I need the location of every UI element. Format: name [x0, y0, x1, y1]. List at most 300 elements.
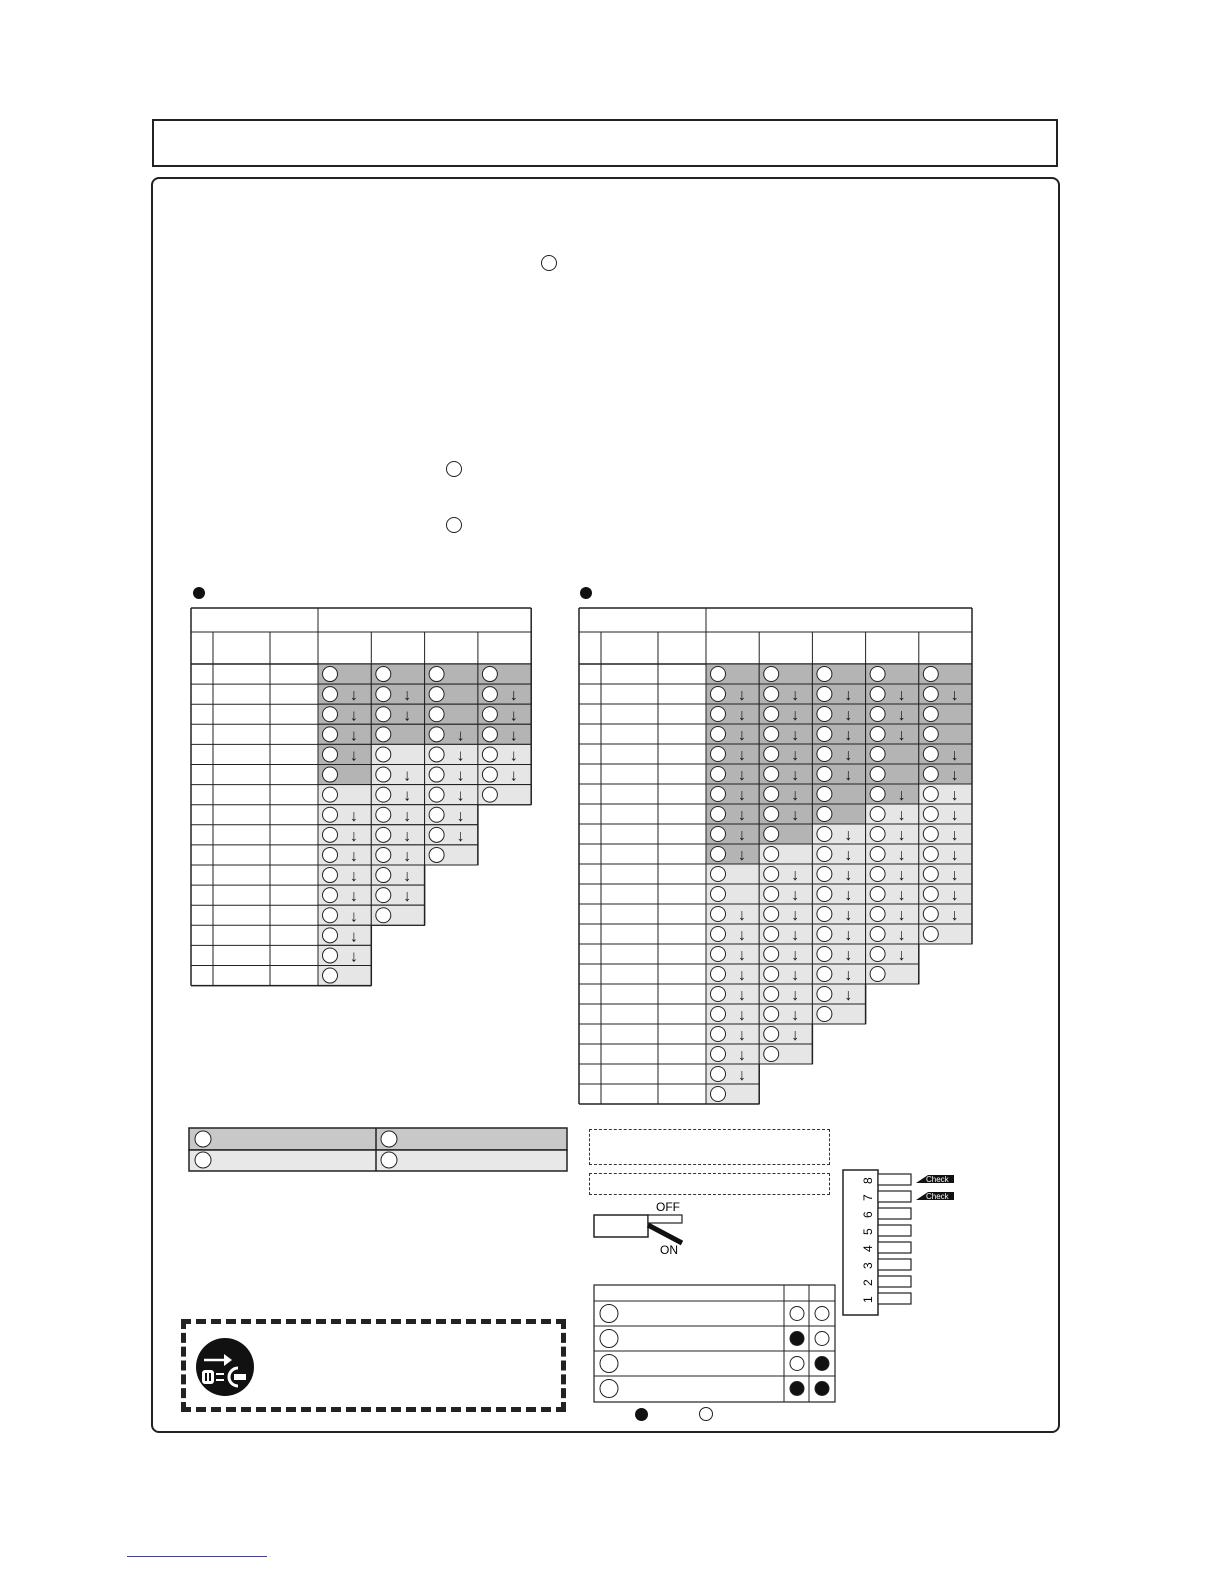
cell-circle — [764, 827, 779, 842]
cell-circle — [711, 927, 726, 942]
cell-circle — [323, 888, 338, 903]
cell-circle — [870, 707, 885, 722]
cell-arrow: ↓ — [897, 947, 906, 964]
legend-circle — [381, 1131, 397, 1147]
table-row — [579, 964, 919, 984]
row-circle — [600, 1380, 618, 1398]
cell-circle — [323, 968, 338, 983]
table-row — [191, 785, 531, 805]
cell-circle — [482, 787, 497, 802]
cell-circle — [429, 827, 444, 842]
row-circle — [600, 1355, 618, 1373]
cell-arrow: ↓ — [950, 907, 959, 924]
cell-arrow: ↓ — [844, 967, 853, 984]
cell-circle — [764, 967, 779, 982]
cell-arrow: ↓ — [403, 707, 412, 725]
dip-lever — [878, 1174, 911, 1185]
cell-circle — [376, 687, 391, 702]
cell-circle — [923, 767, 938, 782]
cell-arrow: ↓ — [791, 947, 800, 964]
cell-circle — [376, 868, 391, 883]
table-row — [579, 984, 866, 1004]
cell-circle — [923, 847, 938, 862]
cell-arrow: ↓ — [897, 807, 906, 824]
cell-arrow: ↓ — [456, 767, 465, 785]
cell-arrow: ↓ — [738, 967, 746, 984]
cell-arrow: ↓ — [456, 827, 465, 845]
cell-circle — [711, 847, 726, 862]
cell-circle — [711, 667, 726, 682]
cell-arrow: ↓ — [403, 687, 412, 705]
cell-arrow: ↓ — [738, 1047, 746, 1064]
cell-arrow: ↓ — [403, 807, 412, 825]
cell-arrow: ↓ — [791, 967, 800, 984]
cell-circle — [482, 687, 497, 702]
cell-arrow: ↓ — [350, 727, 358, 745]
cell-circle — [870, 967, 885, 982]
cell-circle — [376, 827, 391, 842]
cell-circle — [870, 727, 885, 742]
cell-circle — [764, 707, 779, 722]
cell-circle — [923, 667, 938, 682]
cell-circle — [323, 687, 338, 702]
cell-circle — [711, 907, 726, 922]
cell-circle — [711, 1087, 726, 1102]
switch-on-label: ON — [660, 1243, 678, 1257]
cell-arrow: ↓ — [738, 1007, 746, 1024]
dip-lever — [878, 1259, 911, 1270]
cell-circle — [923, 787, 938, 802]
cell-arrow: ↓ — [403, 847, 412, 865]
cell-arrow: ↓ — [950, 867, 959, 884]
cell-arrow: ↓ — [950, 807, 959, 824]
table-left — [191, 608, 531, 986]
cell-circle — [870, 867, 885, 882]
cell-circle — [870, 887, 885, 902]
cell-arrow: ↓ — [350, 948, 358, 966]
cell-circle — [376, 727, 391, 742]
cell-arrow: ↓ — [844, 907, 853, 924]
cell-arrow: ↓ — [791, 987, 800, 1004]
cell-arrow: ↓ — [950, 767, 959, 784]
switch-illustration — [592, 1198, 692, 1258]
cell-circle — [711, 1067, 726, 1082]
dip-number: 2 — [861, 1279, 875, 1286]
cell-circle — [429, 787, 444, 802]
table-row — [579, 764, 972, 784]
dip-number: 3 — [861, 1262, 875, 1269]
cell-circle — [817, 847, 832, 862]
footer-link-underline[interactable] — [127, 1556, 267, 1557]
on-dot — [790, 1332, 804, 1346]
cell-circle — [817, 967, 832, 982]
cell-circle — [870, 687, 885, 702]
cell-circle — [764, 847, 779, 862]
table-row — [579, 684, 972, 704]
unplug-icon — [194, 1336, 256, 1398]
cell-circle — [870, 807, 885, 822]
cell-arrow: ↓ — [350, 847, 358, 865]
table-row — [579, 784, 972, 804]
cell-arrow: ↓ — [844, 707, 853, 724]
cell-circle — [923, 727, 938, 742]
off-dot — [790, 1357, 804, 1371]
cell-arrow: ↓ — [403, 868, 412, 886]
cell-circle — [323, 767, 338, 782]
check-label: Check — [926, 1175, 949, 1184]
cell-circle — [870, 787, 885, 802]
switch-off-slot — [648, 1215, 682, 1223]
dip-lever — [878, 1293, 911, 1304]
check-label: Check — [926, 1192, 949, 1201]
cell-circle — [817, 787, 832, 802]
cell-arrow: ↓ — [844, 867, 853, 884]
cell-circle — [923, 807, 938, 822]
note-box — [589, 1173, 830, 1195]
cell-arrow: ↓ — [950, 887, 959, 904]
table-row — [579, 704, 972, 724]
off-dot — [815, 1307, 829, 1321]
cell-circle — [817, 1007, 832, 1022]
cell-arrow: ↓ — [403, 767, 412, 785]
cell-circle — [764, 667, 779, 682]
cell-circle — [429, 687, 444, 702]
cell-circle — [323, 847, 338, 862]
cell-circle — [923, 867, 938, 882]
cell-arrow: ↓ — [950, 747, 959, 764]
table-row — [191, 865, 425, 885]
cell-circle — [923, 907, 938, 922]
switch-lever — [648, 1225, 682, 1243]
cell-circle — [817, 727, 832, 742]
cell-arrow: ↓ — [738, 747, 746, 764]
cell-arrow: ↓ — [350, 908, 358, 926]
cell-circle — [376, 707, 391, 722]
cell-circle — [711, 987, 726, 1002]
table-row — [191, 825, 478, 845]
table-row — [191, 805, 478, 825]
table-row — [191, 765, 531, 785]
cell-circle — [376, 888, 391, 903]
cell-arrow: ↓ — [791, 687, 800, 704]
dip-lever — [878, 1208, 911, 1219]
table-row — [191, 684, 531, 704]
cell-arrow: ↓ — [509, 727, 518, 745]
cell-circle — [711, 787, 726, 802]
cell-circle — [429, 667, 444, 682]
cell-arrow: ↓ — [738, 1067, 746, 1084]
cell-arrow: ↓ — [897, 727, 906, 744]
row-circle — [600, 1305, 618, 1323]
dip-number: 4 — [861, 1245, 875, 1252]
cell-circle — [376, 747, 391, 762]
cell-circle — [376, 908, 391, 923]
dip-switch-diagram — [842, 1168, 972, 1318]
dip-lever — [878, 1276, 911, 1287]
cell-circle — [711, 967, 726, 982]
cell-circle — [711, 727, 726, 742]
dip-lever — [878, 1191, 911, 1202]
cell-arrow: ↓ — [897, 707, 906, 724]
cell-circle — [711, 687, 726, 702]
cell-arrow: ↓ — [350, 868, 358, 886]
cell-circle — [429, 847, 444, 862]
cell-circle — [817, 767, 832, 782]
table-row — [191, 664, 531, 684]
legend-circle — [195, 1152, 211, 1168]
cell-circle — [429, 727, 444, 742]
cell-arrow: ↓ — [791, 707, 800, 724]
cell-arrow: ↓ — [897, 907, 906, 924]
cell-arrow: ↓ — [738, 927, 746, 944]
cell-circle — [817, 807, 832, 822]
legend-open-dot — [699, 1407, 713, 1421]
off-dot — [790, 1307, 804, 1321]
cell-circle — [923, 827, 938, 842]
cell-arrow: ↓ — [738, 707, 746, 724]
cell-arrow: ↓ — [403, 787, 412, 805]
cell-circle — [323, 827, 338, 842]
cell-circle — [817, 707, 832, 722]
cell-circle — [817, 827, 832, 842]
cell-circle — [870, 827, 885, 842]
dip-lever — [878, 1225, 911, 1236]
table-row — [191, 905, 425, 925]
cell-arrow: ↓ — [403, 888, 412, 906]
cell-circle — [817, 947, 832, 962]
cell-circle — [323, 707, 338, 722]
cell-circle — [482, 707, 497, 722]
row-circle — [600, 1330, 618, 1348]
cell-arrow: ↓ — [897, 787, 906, 804]
cell-circle — [764, 1027, 779, 1042]
cell-arrow: ↓ — [350, 747, 358, 765]
cell-circle — [482, 667, 497, 682]
cell-arrow: ↓ — [738, 687, 746, 704]
cell-arrow: ↓ — [791, 1027, 800, 1044]
cell-circle — [323, 807, 338, 822]
table-row — [579, 944, 919, 964]
cell-arrow: ↓ — [738, 847, 746, 864]
switch-off-label: OFF — [656, 1200, 680, 1214]
cell-circle — [323, 908, 338, 923]
table-row — [579, 884, 972, 904]
cell-circle — [323, 928, 338, 943]
cell-arrow: ↓ — [897, 867, 906, 884]
cell-circle — [870, 667, 885, 682]
table-row — [191, 925, 371, 945]
switch-state-table — [593, 1284, 838, 1424]
cell-arrow: ↓ — [844, 727, 853, 744]
cell-arrow: ↓ — [509, 707, 518, 725]
cell-arrow: ↓ — [844, 927, 853, 944]
table-row — [579, 1044, 812, 1064]
cell-circle — [764, 867, 779, 882]
cell-circle — [323, 727, 338, 742]
cell-arrow: ↓ — [950, 847, 959, 864]
cell-circle — [429, 767, 444, 782]
cell-arrow: ↓ — [791, 787, 800, 804]
cell-circle — [711, 807, 726, 822]
cell-circle — [711, 767, 726, 782]
cell-circle — [870, 907, 885, 922]
cell-circle — [376, 767, 391, 782]
cell-circle — [323, 787, 338, 802]
table-row — [579, 824, 972, 844]
cell-arrow: ↓ — [844, 887, 853, 904]
table-row — [579, 1024, 812, 1044]
cell-arrow: ↓ — [456, 787, 465, 805]
table-row — [579, 844, 972, 864]
cell-circle — [376, 787, 391, 802]
cell-arrow: ↓ — [791, 907, 800, 924]
cell-circle — [764, 887, 779, 902]
legend-circle — [381, 1152, 397, 1168]
cell-arrow: ↓ — [791, 1007, 800, 1024]
cell-circle — [923, 687, 938, 702]
cell-circle — [711, 947, 726, 962]
cell-circle — [870, 947, 885, 962]
cell-arrow: ↓ — [950, 687, 959, 704]
table-row — [579, 1064, 759, 1084]
cell-circle — [711, 1027, 726, 1042]
legend-circle — [195, 1131, 211, 1147]
cell-circle — [764, 987, 779, 1002]
cell-arrow: ↓ — [350, 827, 358, 845]
cell-circle — [764, 1007, 779, 1022]
cell-arrow: ↓ — [897, 827, 906, 844]
cell-circle — [923, 707, 938, 722]
cell-arrow: ↓ — [456, 807, 465, 825]
table-row — [579, 924, 972, 944]
cell-arrow: ↓ — [950, 827, 959, 844]
cell-circle — [764, 927, 779, 942]
cell-circle — [711, 747, 726, 762]
cell-circle — [376, 847, 391, 862]
cell-arrow: ↓ — [844, 947, 853, 964]
cell-circle — [376, 667, 391, 682]
cell-arrow: ↓ — [844, 747, 853, 764]
table-row — [579, 724, 972, 744]
cell-arrow: ↓ — [897, 927, 906, 944]
table-right — [579, 608, 972, 1104]
cell-arrow: ↓ — [509, 687, 518, 705]
cell-arrow: ↓ — [897, 887, 906, 904]
cell-circle — [482, 747, 497, 762]
cell-circle — [323, 868, 338, 883]
cell-circle — [870, 767, 885, 782]
dip-lever — [878, 1242, 911, 1253]
cell-circle — [764, 787, 779, 802]
cell-arrow: ↓ — [509, 767, 518, 785]
cell-circle — [817, 687, 832, 702]
cell-arrow: ↓ — [844, 767, 853, 784]
cell-circle — [870, 747, 885, 762]
table-row — [191, 724, 531, 744]
on-dot — [790, 1382, 804, 1396]
cell-arrow: ↓ — [897, 687, 906, 704]
cell-circle — [482, 767, 497, 782]
table-row — [191, 704, 531, 724]
cell-arrow: ↓ — [738, 767, 746, 784]
dip-number: 7 — [861, 1194, 875, 1201]
cell-arrow: ↓ — [791, 927, 800, 944]
table-row — [579, 744, 972, 764]
on-dot — [815, 1357, 829, 1371]
table-row — [191, 966, 371, 986]
cell-circle — [711, 827, 726, 842]
table-row — [579, 904, 972, 924]
cell-circle — [764, 947, 779, 962]
table-row — [579, 664, 972, 684]
table-row — [191, 744, 531, 764]
cell-circle — [870, 847, 885, 862]
cell-arrow: ↓ — [738, 947, 746, 964]
cell-arrow: ↓ — [738, 787, 746, 804]
cell-circle — [923, 927, 938, 942]
cell-circle — [764, 687, 779, 702]
cell-circle — [711, 1007, 726, 1022]
off-dot — [815, 1332, 829, 1346]
cell-circle — [764, 807, 779, 822]
cell-circle — [817, 987, 832, 1002]
dip-number: 8 — [861, 1177, 875, 1184]
cell-arrow: ↓ — [456, 747, 465, 765]
cell-circle — [817, 867, 832, 882]
table-row — [191, 845, 478, 865]
cell-arrow: ↓ — [791, 867, 800, 884]
table-row — [579, 804, 972, 824]
cell-arrow: ↓ — [350, 707, 358, 725]
cell-arrow: ↓ — [844, 847, 853, 864]
cell-circle — [764, 747, 779, 762]
cell-arrow: ↓ — [791, 747, 800, 764]
cell-arrow: ↓ — [350, 928, 358, 946]
cell-circle — [817, 907, 832, 922]
cell-circle — [923, 747, 938, 762]
cell-circle — [711, 707, 726, 722]
cell-circle — [817, 667, 832, 682]
cell-circle — [764, 767, 779, 782]
cell-circle — [764, 727, 779, 742]
cell-circle — [429, 747, 444, 762]
cell-arrow: ↓ — [350, 888, 358, 906]
table-row — [191, 885, 425, 905]
table-row — [579, 1084, 759, 1104]
cell-arrow: ↓ — [738, 827, 746, 844]
cell-arrow: ↓ — [403, 827, 412, 845]
switch-body — [594, 1215, 648, 1237]
cell-circle — [923, 887, 938, 902]
cell-circle — [817, 887, 832, 902]
cell-circle — [870, 927, 885, 942]
cell-arrow: ↓ — [791, 767, 800, 784]
cell-arrow: ↓ — [950, 787, 959, 804]
cell-arrow: ↓ — [844, 827, 853, 844]
cell-circle — [482, 727, 497, 742]
cell-arrow: ↓ — [350, 687, 358, 705]
legend-filled-dot — [635, 1408, 648, 1421]
dip-number: 6 — [861, 1211, 875, 1218]
dip-number: 1 — [861, 1296, 875, 1303]
cell-arrow: ↓ — [738, 807, 746, 824]
cell-circle — [376, 807, 391, 822]
cell-circle — [429, 807, 444, 822]
cell-arrow: ↓ — [844, 987, 853, 1004]
cell-circle — [711, 867, 726, 882]
cell-circle — [711, 887, 726, 902]
cell-arrow: ↓ — [897, 847, 906, 864]
